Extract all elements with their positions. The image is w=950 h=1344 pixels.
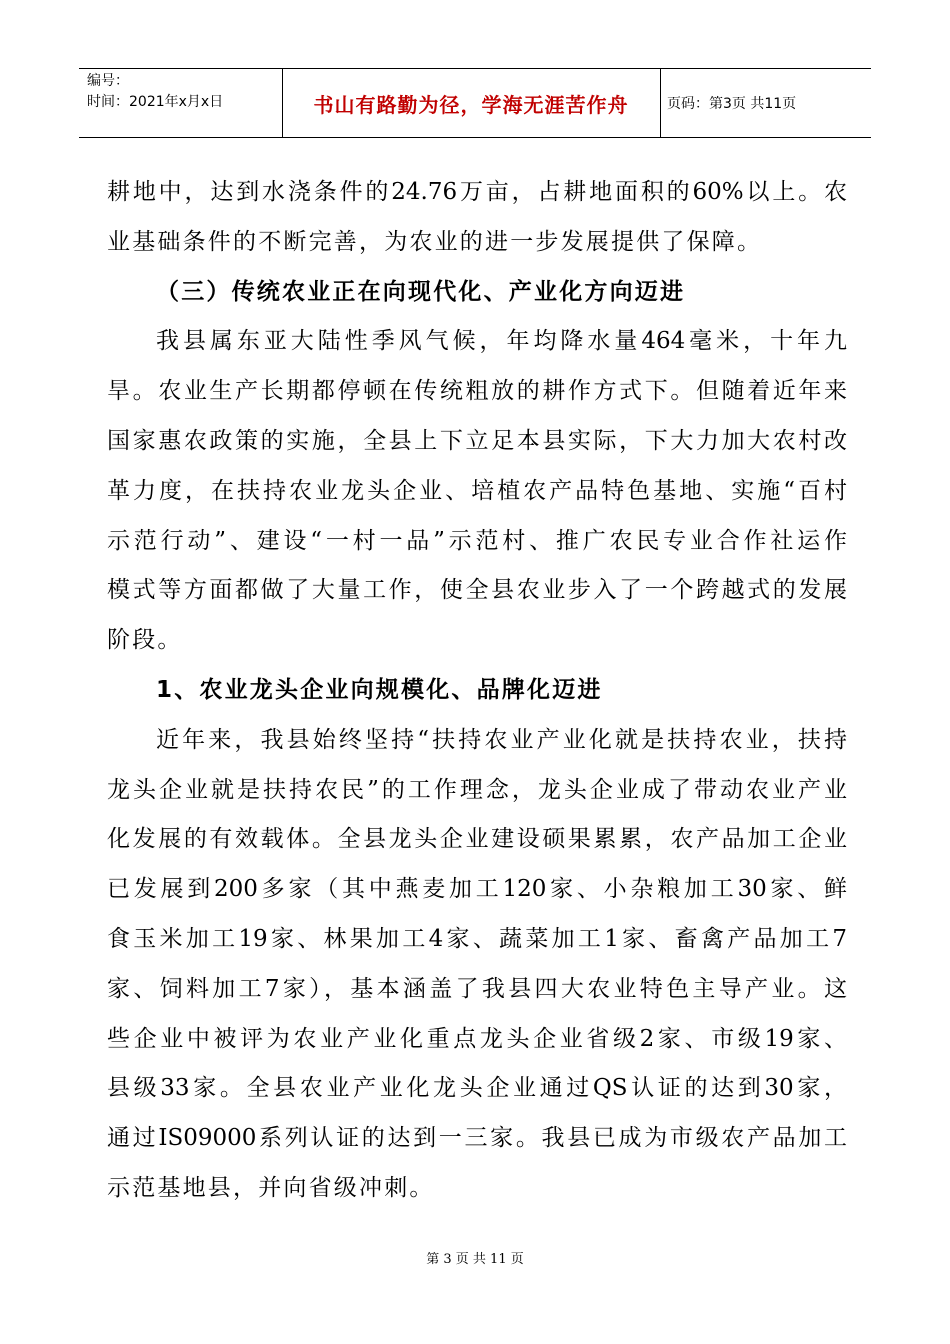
text-line: 业基础条件的不断完善，为农业的进一步发展提供了保障。 <box>107 228 763 255</box>
text-line: 阶段。 <box>107 627 183 654</box>
subsection-heading: 1、农业龙头企业向规模化、品牌化迈进 <box>156 676 603 703</box>
number-label: 编号： <box>87 73 129 89</box>
text-line: 龙头企业就是扶持农民”的工作理念，龙头企业成了带动农业产业 <box>107 776 847 803</box>
text-line: 家、饲料加工7家），基本涵盖了我县四大农业特色主导产业。这 <box>107 975 847 1002</box>
text-line: 通过IS09000系列认证的达到一三家。我县已成为市级农产品加工 <box>107 1125 847 1152</box>
header-page-number: 页码：第3页 共11页 <box>667 96 797 112</box>
text-line: 示范行动”、建设“一村一品”示范村、推广农民专业合作社运作 <box>107 527 847 554</box>
text-line: 已发展到200多家（其中燕麦加工120家、小杂粮加工30家、鲜 <box>107 876 847 903</box>
text-line: 革力度，在扶持农业龙头企业、培植农产品特色基地、实施“百村 <box>107 477 847 504</box>
header-motto: 书山有路勤为径，学海无涯苦作舟 <box>313 92 629 117</box>
text-line: 我县属东亚大陆性季风气候，年均降水量464毫米，十年九 <box>156 328 847 355</box>
text-line: 近年来，我县始终坚持“扶持农业产业化就是扶持农业，扶持 <box>156 726 847 753</box>
document-body <box>107 168 847 1214</box>
header-info <box>87 71 223 113</box>
text-line: 模式等方面都做了大量工作，使全县农业步入了一个跨越式的发展 <box>107 577 847 604</box>
document-header <box>79 68 871 138</box>
text-line: 些企业中被评为农业产业化重点龙头企业省级2家、市级19家、 <box>107 1025 847 1052</box>
text-line: 食玉米加工19家、林果加工4家、蔬菜加工1家、畜禽产品加工7 <box>107 925 847 952</box>
text-line: 化发展的有效载体。全县龙头企业建设硕果累累，农产品加工企业 <box>107 826 847 853</box>
header-divider <box>660 69 661 137</box>
text-line: 旱。农业生产长期都停顿在传统粗放的耕作方式下。但随着近年来 <box>107 378 847 405</box>
text-line: 国家惠农政策的实施，全县上下立足本县实际，下大力加大农村改 <box>107 427 847 454</box>
text-line: 县级33家。全县农业产业化龙头企业通过QS认证的达到30家， <box>107 1075 847 1102</box>
time-label: 时间：2021年x月x日 <box>87 94 224 110</box>
text-line: 示范基地县，并向省级冲刺。 <box>107 1174 435 1201</box>
section-heading: （三）传统农业正在向现代化、产业化方向迈进 <box>156 278 686 305</box>
page-footer: 第 3 页 共 11 页 <box>426 1252 524 1267</box>
text-line: 耕地中，达到水浇条件的24.76万亩，占耕地面积的60%以上。农 <box>107 179 847 205</box>
